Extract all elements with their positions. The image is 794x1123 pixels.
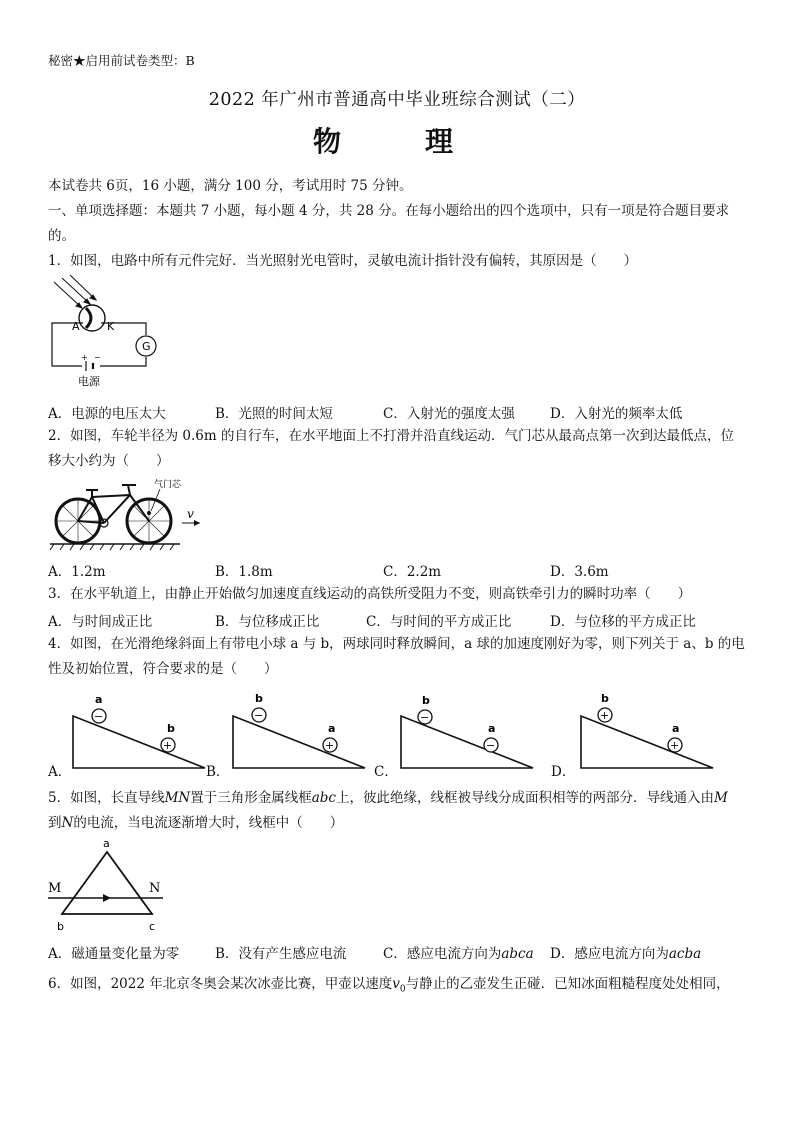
q2-bicycle-figure	[48, 475, 208, 555]
q4-figure-d	[568, 688, 718, 773]
q4-figure-a	[60, 688, 210, 773]
q4-option-b: B．	[206, 764, 230, 780]
valve-core-dot	[147, 511, 151, 515]
q4-figure-b	[220, 688, 370, 773]
q1-stem: 1．如图，电路中所有元件完好．当光照射光电管时，灵敏电流计指针没有偏转，其原因是（ ）	[48, 253, 638, 269]
circuit-wires	[52, 323, 146, 371]
section1-line2: 的。	[48, 228, 75, 244]
q4-stem-line2: 性及初始位置，符合要求的是（ ）	[48, 661, 278, 677]
svg-text:a: a	[103, 837, 110, 850]
q5-option-b: B．没有产生感应电流	[215, 946, 347, 962]
svg-text:b: b	[57, 920, 64, 933]
svg-text:−: −	[94, 353, 101, 362]
light-rays	[54, 275, 96, 308]
q2-option-a: A．1.2m	[48, 564, 106, 580]
q1-option-d: D．入射光的频率太低	[550, 406, 683, 422]
q4-option-a: A．	[48, 764, 72, 780]
svg-text:b: b	[422, 694, 430, 707]
ground	[50, 544, 180, 550]
q2-stem-line2: 移大小约为（ ）	[48, 453, 170, 469]
svg-text:−: −	[94, 710, 104, 723]
q5-option-c: C．感应电流方向为abca	[383, 946, 534, 962]
exam-title: 2022 年广州市普通高中毕业班综合测试（二）	[208, 90, 586, 110]
svg-text:b: b	[601, 692, 609, 705]
svg-text:b: b	[255, 692, 263, 705]
svg-text:a: a	[488, 722, 496, 735]
exam-intro: 本试卷共 6页，16 小题，满分 100 分，考试用时 75 分钟。	[48, 178, 413, 194]
q2-option-b: B．1.8m	[215, 564, 273, 580]
q5-option-a: A．磁通量变化量为零	[48, 946, 180, 962]
label-power-source: 电源	[78, 375, 100, 388]
label-velocity-v: v	[187, 507, 194, 521]
svg-text:+: +	[163, 739, 173, 752]
svg-text:a: a	[328, 722, 336, 735]
secret-label: 秘密★启用前试卷类型：B	[48, 53, 195, 68]
q3-stem: 3．在水平轨道上，由静止开始做匀加速度直线运动的高铁所受阻力不变，则高铁牵引力的瞬时功率（ ）	[48, 586, 692, 602]
q1-option-c: C．入射光的强度太强	[383, 406, 515, 422]
q4-option-d: D．	[551, 764, 576, 780]
svg-text:N: N	[149, 881, 161, 896]
q3-option-a: A．与时间成正比	[48, 614, 153, 630]
q5-figure	[48, 836, 178, 936]
label-A: A	[72, 320, 80, 333]
q2-stem-line1: 2．如图，车轮半径为 0.6m 的自行车，在水平地面上不打滑并沿直线运动．气门芯从最高点第一次到达最低点，位	[48, 428, 734, 444]
section1-line1: 一、单项选择题：本题共 7 小题，每小题 4 分，共 28 分。在每小题给出的四个选项中，只有一项是符合题目要求	[48, 203, 730, 219]
q2-option-c: C．2.2m	[383, 564, 442, 580]
svg-text:a: a	[672, 722, 680, 735]
q2-option-d: D．3.6m	[550, 564, 609, 580]
svg-text:+: +	[325, 739, 335, 752]
cathode-arc	[86, 308, 91, 328]
q1-option-b: B．光照的时间太短	[215, 406, 333, 422]
q3-option-c: C．与时间的平方成正比	[366, 614, 512, 630]
svg-text:−: −	[420, 711, 430, 724]
svg-text:b: b	[167, 722, 175, 735]
q4-option-c: C．	[374, 764, 398, 780]
q3-option-d: D．与位移的平方成正比	[550, 614, 696, 630]
svg-text:+: +	[81, 353, 88, 362]
q4-stem-line1: 4．如图，在光滑绝缘斜面上有带电小球 a 与 b，两球同时释放瞬间，a 球的加速度刚好为零，则下列关于 a、b 的电	[48, 636, 745, 652]
label-valve-core: 气门芯	[154, 480, 182, 490]
q5-stem-line2: 到N的电流，当电流逐渐增大时，线框中（ ）	[48, 815, 344, 831]
q5-option-d: D．感应电流方向为acba	[550, 946, 702, 962]
subject-title: 物 理	[312, 125, 481, 158]
label-K: K	[107, 320, 115, 333]
q5-stem-line1: 5．如图，长直导线MN置于三角形金属线框abc上，彼此绝缘，线框被导线分成面积相等的两部分．导线通入由M	[48, 790, 728, 806]
q4-figure-c	[388, 688, 538, 773]
q1-figure	[48, 278, 158, 393]
svg-text:−: −	[254, 709, 264, 722]
svg-text:+: +	[670, 739, 680, 752]
svg-text:M: M	[48, 881, 62, 896]
svg-text:−: −	[486, 739, 496, 752]
bicycle-frame	[78, 485, 149, 523]
svg-text:+: +	[600, 709, 610, 722]
svg-text:c: c	[149, 920, 156, 933]
svg-text:a: a	[95, 693, 103, 706]
q6-stem: 6．如图，2022 年北京冬奥会某次冰壶比赛，甲壶以速度$v_0$与静止的乙壶发生正碰．已知冰面粗糙程度处处相同，	[48, 976, 730, 995]
q3-option-b: B．与位移成正比	[215, 614, 320, 630]
q1-option-a: A．电源的电压太大	[48, 406, 166, 422]
label-G: G	[142, 340, 151, 353]
